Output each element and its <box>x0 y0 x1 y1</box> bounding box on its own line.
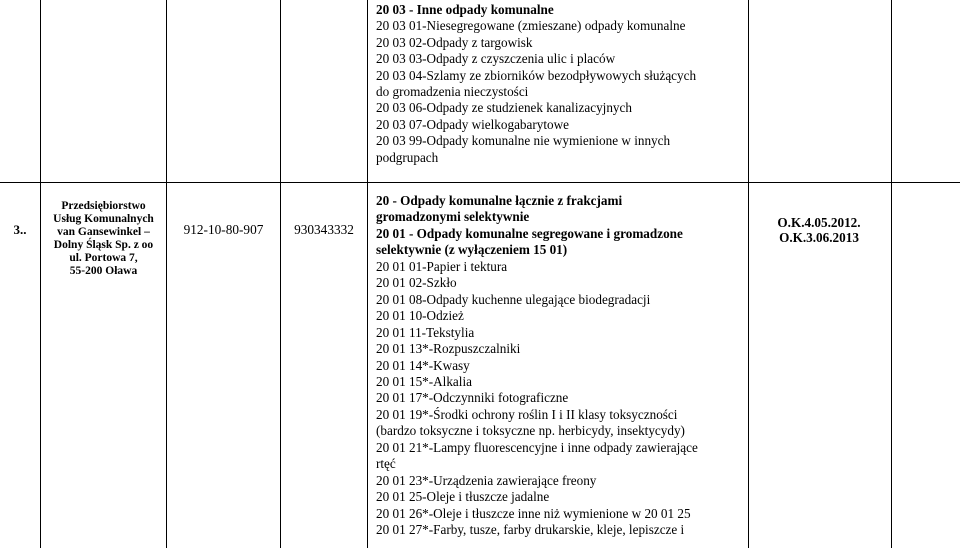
waste-code-line: 20 01 23*-Urządzenia zawierające freony <box>376 472 597 488</box>
waste-code-line: 20 01 13*-Rozpuszczalniki <box>376 341 521 357</box>
waste-code-line: 20 03 04-Szlamy ze zbiorników bezodpływowych służących <box>376 67 697 83</box>
waste-code-line: 20 01 27*-Farby, tusze, farby drukarskie, kleje, lepiszcze i <box>376 522 685 538</box>
codes-heading: selektywnie (z wyłączeniem 15 01) <box>376 242 568 258</box>
waste-code-line: 20 03 02-Odpady z targowisk <box>376 34 533 50</box>
waste-code-line: podgrupach <box>376 149 439 165</box>
waste-code-line: 20 01 02-Szkło <box>376 275 457 291</box>
company-line: Przedsiębiorstwo <box>61 200 146 212</box>
waste-code-line: 20 01 21*-Lampy fluorescencyjne i inne odpady zawierające <box>376 439 698 455</box>
company-line: van Gansewinkel – <box>57 226 150 238</box>
company-line: Dolny Śląsk Sp. z oo <box>53 239 154 251</box>
company-line: ul. Portowa 7, <box>69 252 138 264</box>
row-number: 3.. <box>13 222 27 237</box>
permit-number: O.K.3.06.2013 <box>779 230 859 245</box>
permit-numbers <box>749 190 889 270</box>
waste-code-line: 20 03 03-Odpady z czyszczenia ulic i placów <box>376 51 616 67</box>
company-name-address <box>41 200 166 278</box>
waste-code-line: 20 01 15*-Alkalia <box>376 373 472 389</box>
waste-code-line: 20 03 07-Odpady wielkogabarytowe <box>376 116 570 132</box>
nip-number: 912-10-80-907 <box>183 222 264 237</box>
waste-code-line: 20 01 10-Odzież <box>376 308 464 324</box>
waste-code-line: 20 01 01-Papier i tektura <box>376 258 508 274</box>
permit-number: O.K.4.05.2012. <box>777 215 861 230</box>
waste-code-line: 20 01 26*-Oleje i tłuszcze inne niż wymienione w 20 01 25 <box>376 505 691 521</box>
codes-heading: 20 01 - Odpady komunalne segregowane i gromadzone <box>376 225 683 241</box>
column-border <box>280 0 281 548</box>
company-line: Usług Komunalnych <box>53 213 154 225</box>
waste-code-line: 20 03 99-Odpady komunalne nie wymienione w innych <box>376 133 671 149</box>
column-border <box>367 0 368 548</box>
group-heading: 20 03 - Inne odpady komunalne <box>376 2 554 17</box>
waste-code-line: 20 01 14*-Kwasy <box>376 357 470 373</box>
waste-code-line: 20 01 19*-Środki ochrony roślin I i II klasy toksyczności <box>376 406 678 422</box>
column-border <box>166 0 167 548</box>
waste-code-line: do gromadzenia nieczystości <box>376 84 529 100</box>
waste-code-line: 20 01 11-Tekstylia <box>376 324 475 340</box>
top-cell-waste-codes <box>376 2 746 166</box>
row-border <box>0 182 960 183</box>
codes-heading: gromadzonymi selektywnie <box>376 209 530 225</box>
column-border <box>891 0 892 548</box>
company-line: 55-200 Oława <box>69 265 138 277</box>
column-border <box>748 0 749 548</box>
codes-heading: 20 - Odpady komunalne łącznie z frakcjami <box>376 193 623 208</box>
regon-number: 930343332 <box>294 222 354 237</box>
waste-codes-cell <box>376 193 748 539</box>
waste-code-line: 20 01 08-Odpady kuchenne ulegające biodegradacji <box>376 291 651 307</box>
waste-code-line: 20 03 01-Niesegregowane (zmieszane) odpady komunalne <box>376 18 686 34</box>
waste-code-line: 20 01 25-Oleje i tłuszcze jadalne <box>376 489 550 505</box>
waste-code-line: 20 01 17*-Odczynniki fotograficzne <box>376 390 569 406</box>
waste-code-line: rtęć <box>376 456 396 472</box>
waste-code-line: 20 03 06-Odpady ze studzienek kanalizacyjnych <box>376 100 632 116</box>
waste-code-line: (bardzo toksyczne i toksyczne np. herbicydy, insektycydy) <box>376 423 685 439</box>
